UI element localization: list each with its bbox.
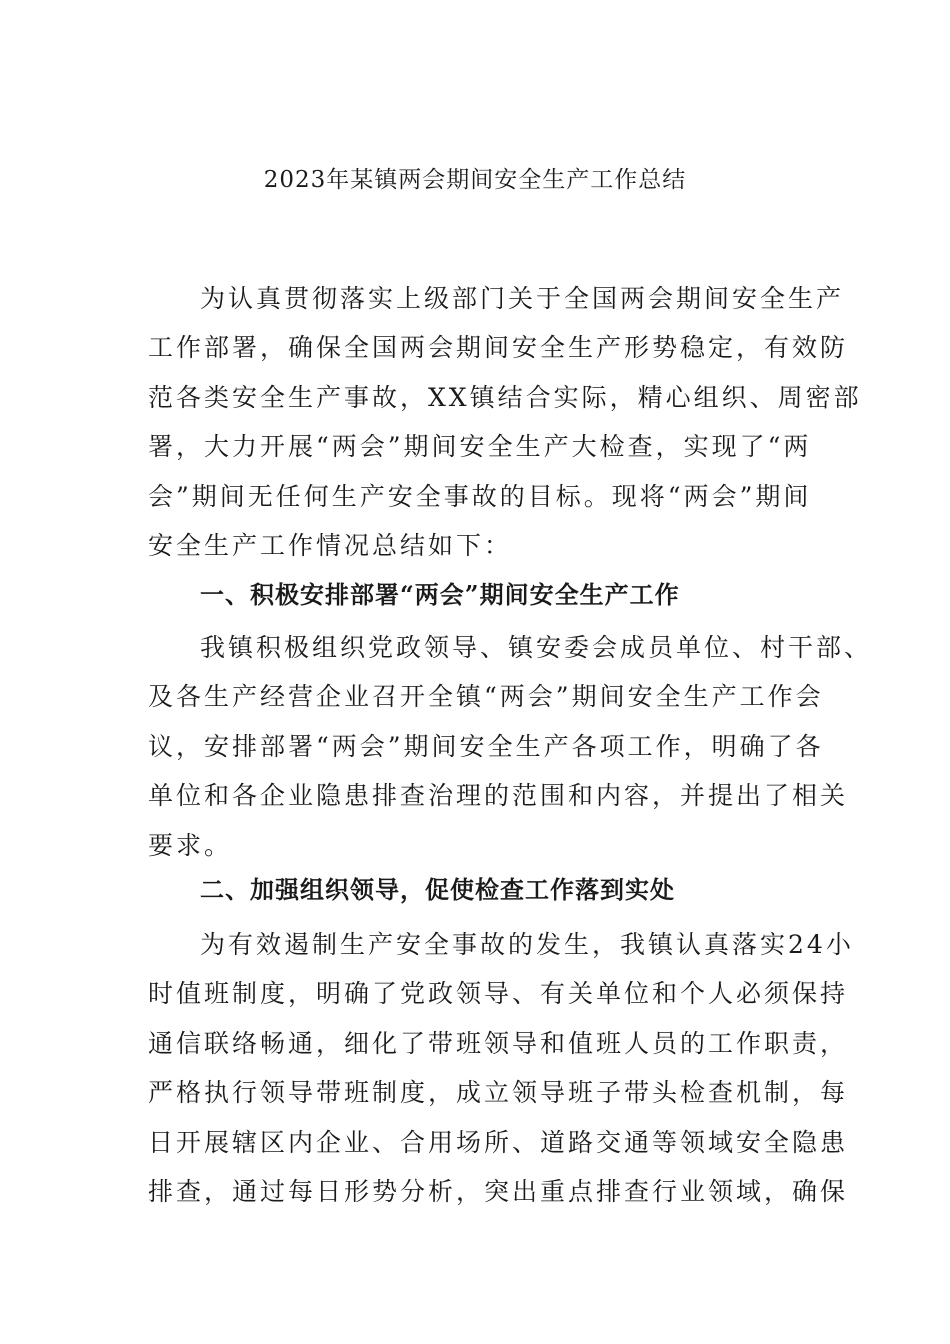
paragraph-line: 议，安排部署“两会”期间安全生产各项工作，明确了各 xyxy=(148,731,824,761)
paragraph-line: 严格执行领导带班制度，成立领导班子带头检查机制，每 xyxy=(148,1078,849,1108)
paragraph-line: 安全生产工作情况总结如下： xyxy=(148,530,513,560)
paragraph-line: 为认真贯彻落实上级部门关于全国两会期间安全生产 xyxy=(200,284,845,313)
paragraph-line: 会”期间无任何生产安全事故的目标。现将“两会”期间 xyxy=(148,481,812,511)
paragraph-line: 为有效遏制生产安全事故的发生，我镇认真落实24小 xyxy=(200,930,854,959)
intro-paragraph xyxy=(148,274,862,570)
section-2-paragraph xyxy=(148,920,854,1216)
paragraph-line: 及各生产经营企业召开全镇“两会”期间安全生产工作会 xyxy=(148,682,824,712)
paragraph-line: 要求。 xyxy=(148,830,233,860)
paragraph-line: 我镇积极组织党政领导、镇安委会成员单位、村干部、 xyxy=(200,633,873,662)
section-heading-1: 一、积极安排部署“两会”期间安全生产工作 xyxy=(200,580,680,609)
document-title: 2023年某镇两会期间安全生产工作总结 xyxy=(263,167,687,193)
paragraph-line: 时值班制度，明确了党政领导、有关单位和个人必须保持 xyxy=(148,979,849,1009)
paragraph-line: 通信联络畅通，细化了带班领导和值班人员的工作职责， xyxy=(148,1028,849,1058)
paragraph-line: 署，大力开展“两会”期间安全生产大检查，实现了“两 xyxy=(148,432,812,462)
paragraph-line: 排查，通过每日形势分析，突出重点排查行业领域，确保 xyxy=(148,1176,849,1206)
paragraph-line: 日开展辖区内企业、合用场所、道路交通等领域安全隐患 xyxy=(148,1127,849,1157)
section-1-paragraph xyxy=(148,623,873,870)
paragraph-line: 范各类安全生产事故，XX镇结合实际，精心组织、周密部 xyxy=(148,382,862,412)
paragraph-line: 工作部署，确保全国两会期间安全生产形势稳定，有效防 xyxy=(148,333,849,363)
section-heading-2: 二、加强组织领导，促使检查工作落到实处 xyxy=(200,875,675,904)
paragraph-line: 单位和各企业隐患排查治理的范围和内容，并提出了相关 xyxy=(148,781,849,811)
